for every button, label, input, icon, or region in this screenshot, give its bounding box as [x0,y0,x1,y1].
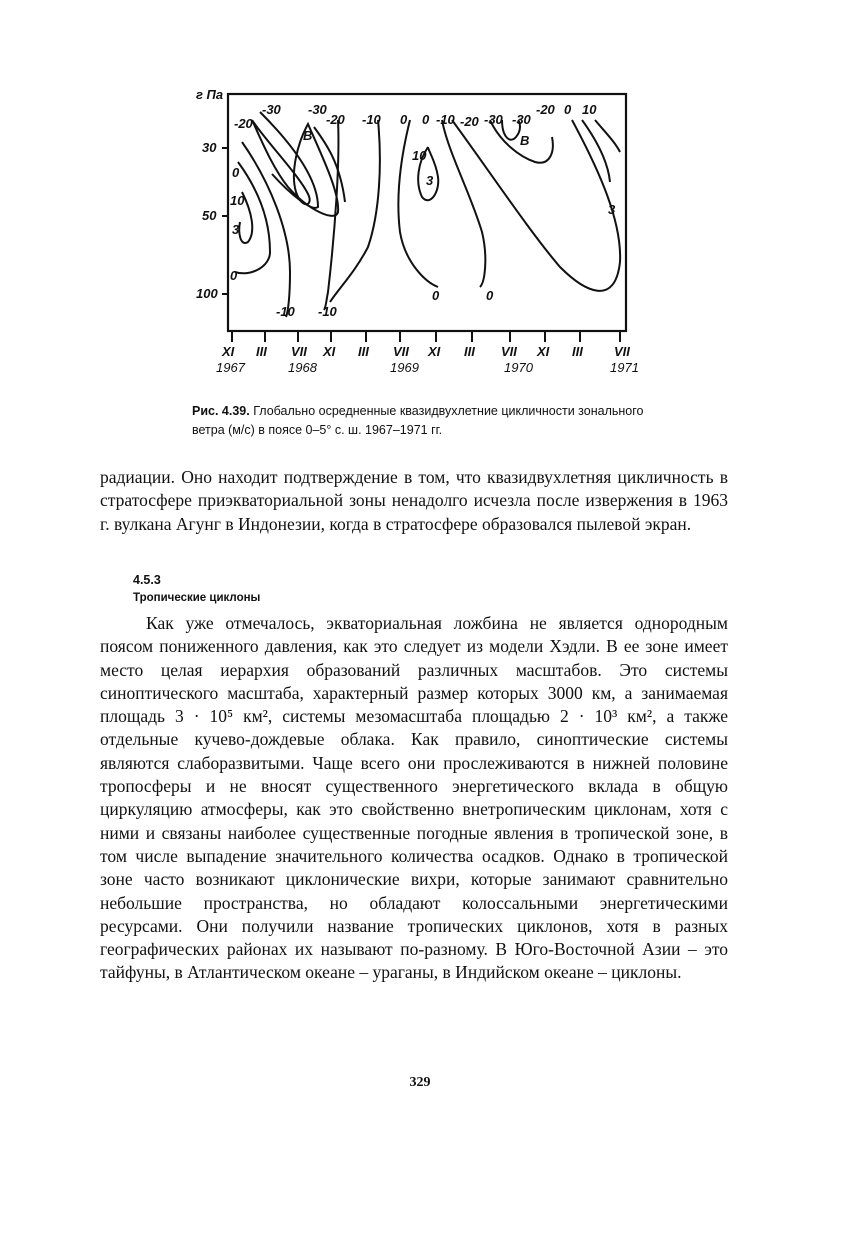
contour-line [242,142,290,317]
plot-frame [228,94,626,331]
x-tick-label: III [572,344,583,359]
year-label: 1968 [288,360,317,375]
contour-line [582,120,610,182]
contour-line [442,120,485,287]
x-tick-label: VII [291,344,307,359]
year-label: 1969 [390,360,419,375]
contour-label: 10 [412,148,427,163]
contour-label: -20 [460,114,479,129]
y-axis-unit: г Па [196,87,224,102]
contour-label: -30 [512,112,531,127]
contour-line [452,120,620,291]
x-tick-label: VII [393,344,409,359]
contour-label: -30 [308,102,327,117]
contour-label: 0 [422,112,430,127]
contour-label: 3 [426,173,434,188]
contour-label: -20 [536,102,555,117]
contour-label: 10 [230,193,245,208]
contour-figure [190,82,660,382]
contour-label: 0 [432,288,440,303]
x-tick-label: VII [501,344,517,359]
contour-label: -10 [362,112,381,127]
contour-label: -30 [262,102,281,117]
contour-label: 3 [232,222,240,237]
x-tick-label: III [358,344,369,359]
contour-plot [190,82,660,382]
contour-lines [235,112,620,317]
section-title: Тропические циклоны [133,592,261,604]
paragraph-continuation [100,466,728,536]
paragraph-text: Как уже отмечалось, экваториальная ложбина не является однородным поясом пониженного давления, как это следует из модели Хэдли. В ее зоне имеет место целая иерархия образований различных масштабов. Это системы синоптического масштаба, характерный размер которых 3000 км, а занимаемая площадь 3 · 10⁵ км², системы мезомасштаба площадью 2 · 10³ км², а также отдельные кучево-дождевые облака. Как правило, синоптические системы являются слаборазвитыми. Чаще всего они прослеживаются в нижней половине тропосферы и не вносят существенного энергетического вклада в общую циркуляцию атмосферы, как это свойственно внетропическим циклонам, хотя с ними и связаны наиболее существенные погодные явления в тропической зоне, в том числе выпадение значительного количества осадков. Однако в тропической зоне часто возникают циклонические вихри, которые занимают сравнительно небольшие пространства, но обладают колоссальными энергетическими ресурсами. Они получили название тропических циклонов, хотя в разных географических районах их называют по-разному. В Юго-Восточной Азии – это тайфуны, в Атлантическом океане – ураганы, в Индийском океане – циклоны. [100,613,728,983]
x-tick-label: III [464,344,475,359]
x-tick-label: XI [222,344,235,359]
y-tick-label: 30 [202,140,217,155]
figure-caption-text: Глобально осредненные квазидвухлетние цикличности зонального ветра (м/с) в поясе 0–5° с. ш. 1967–1971 гг. [192,404,644,437]
figure-number: Рис. 4.39. [192,404,250,418]
contour-label: -10 [318,304,337,319]
contour-label: 0 [230,268,238,283]
contour-label: -30 [484,112,503,127]
contour-label: -10 [276,304,295,319]
contour-label: 0 [486,288,494,303]
x-tick-label: XI [537,344,550,359]
contour-label: B [303,128,313,143]
contour-label: 0 [400,112,408,127]
contour-label: 3 [608,202,616,217]
figure-caption [192,402,652,440]
paragraph-text: радиации. Оно находит подтверждение в том, что квазидвухлетняя цикличность в стратосфере приэкваториальной зоны ненадолго исчезла после извержения в 1963 г. вулкана Агунг в Индонезии, когда в стратосфере образовался пылевой экран. [100,467,728,534]
y-tick-label: 100 [196,286,218,301]
contour-label: 0 [564,102,572,117]
contour-line [252,120,338,216]
x-tick-label: XI [428,344,441,359]
contour-line [314,127,345,202]
contour-label: 10 [582,102,597,117]
section-body [100,612,728,985]
year-label: 1970 [504,360,533,375]
contour-line [398,120,438,287]
contour-label: -10 [436,112,455,127]
y-tick-label: 50 [202,208,217,223]
x-axis-ticks [232,331,620,342]
year-label: 1971 [610,360,639,375]
x-tick-label: III [256,344,267,359]
page-number: 329 [409,1075,431,1090]
contour-label: 0 [232,165,240,180]
contour-label: -20 [234,116,253,131]
contour-label: -20 [326,112,345,127]
x-tick-label: XI [323,344,336,359]
x-tick-label: VII [614,344,630,359]
contour-label: B [520,133,530,148]
year-label: 1967 [216,360,245,375]
section-number: 4.5.3 [133,573,161,587]
